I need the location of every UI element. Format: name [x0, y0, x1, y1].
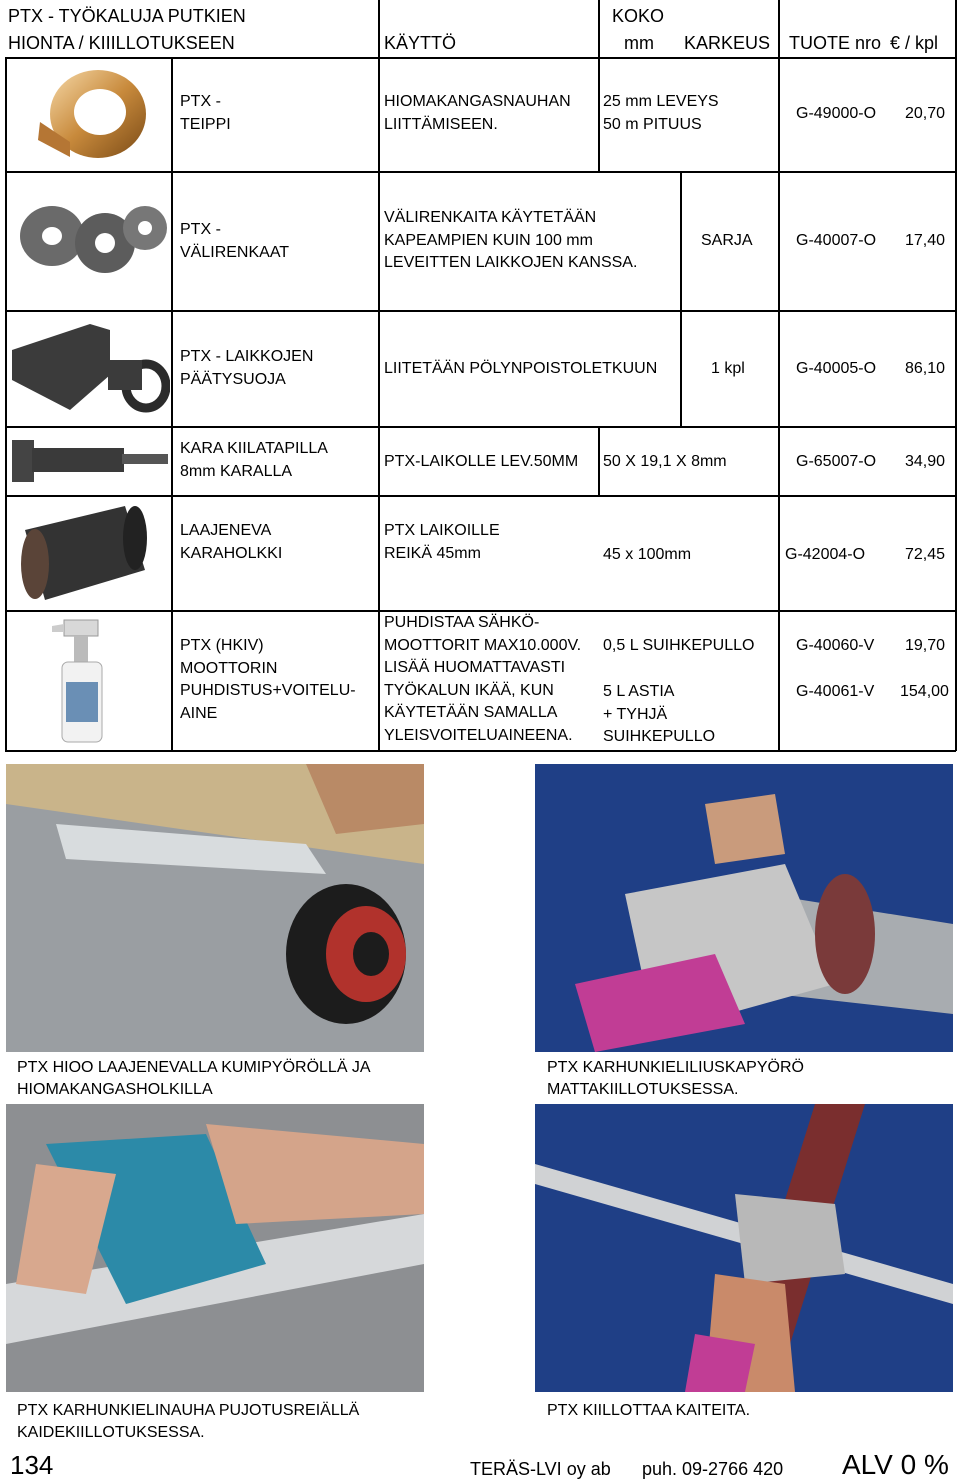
column-header-size-line1: KOKO [612, 6, 665, 26]
product-grit: SARJA [701, 232, 753, 249]
footer-phone: puh. 09-2766 420 [642, 1459, 784, 1479]
column-header-use: KÄYTTÖ [384, 33, 457, 53]
product-grit: 1 kpl [711, 360, 745, 377]
product-price: 86,10 [905, 360, 946, 377]
product-use: HIOMAKANGASNAUHAN LIITTÄMISEEN. [384, 93, 571, 133]
photo-caption-4: PTX KIILLOTTAA KAITEITA. [547, 1402, 751, 1419]
product-size: 50 X 19,1 X 8mm [603, 453, 727, 470]
photo-caption-2: PTX KARHUNKIELILIUSKAPYÖRÖ MATTAKIILLOTUKSESSA. [547, 1059, 804, 1098]
product-use: PTX LAIKOILLE REIKÄ 45mm [384, 522, 500, 562]
page-title-line1: PTX - TYÖKALUJA PUTKIEN [8, 6, 246, 26]
product-price-large: 154,00 [900, 683, 949, 700]
product-code: G-42004-O [785, 546, 866, 563]
spacer-rings-image [10, 188, 170, 292]
product-code: G-40007-O [796, 232, 877, 249]
product-code-large: G-40061-V [796, 683, 875, 700]
product-code: G-49000-O [796, 105, 877, 122]
product-size: 45 x 100mm [603, 546, 692, 563]
product-price-small: 19,70 [905, 637, 946, 654]
product-code: G-65007-O [796, 453, 877, 470]
page-title-line2: HIONTA / KIIILLOTUKSEEN [8, 33, 235, 53]
product-use: VÄLIRENKAITA KÄYTETÄÄN KAPEAMPIEN KUIN 100 mm LEVEITTEN LAIKKOJEN KANSSA. [384, 209, 638, 271]
expanding-sleeve-image [15, 500, 160, 606]
product-size-small: 0,5 L SUIHKEPULLO [603, 637, 755, 654]
photo-caption-1: PTX HIOO LAAJENEVALLA KUMIPYÖRÖLLÄ JA HIOMAKANGASHOLKILLA [17, 1059, 371, 1098]
column-header-product: TUOTE nro [789, 33, 882, 53]
product-code-small: G-40060-V [796, 637, 875, 654]
column-header-grit: KARKEUS [684, 33, 771, 53]
photo-grinder-pipe [535, 764, 953, 1052]
product-name: PTX (HKIV) MOOTTORIN PUHDISTUS+VOITELU- AINE [180, 637, 356, 722]
product-use: PUHDISTAA SÄHKÖ- MOOTTORIT MAX10.000V. LISÄÄ HUOMATTAVASTI TYÖKALUN IKÄÄ, KUN KÄYTETÄÄN SAMALLA YLEISVOITELUAINEENA. [384, 614, 582, 744]
product-name: LAAJENEVA KARAHOLKKI [180, 522, 283, 562]
product-price: 72,45 [905, 546, 946, 563]
product-name: KARA KIILATAPILLA 8mm KARALLA [180, 440, 328, 480]
product-price: 20,70 [905, 105, 946, 122]
product-size: 25 mm LEVEYS 50 m PITUUS [603, 93, 719, 133]
spindle-shaft-image [10, 436, 170, 486]
photo-caption-3: PTX KARHUNKIELINAUHA PUJOTUSREIÄLLÄ KAIDEKIILLOTUKSESSA. [17, 1402, 360, 1441]
product-size-large: 5 L ASTIA + TYHJÄ SUIHKEPULLO [603, 683, 716, 745]
product-price: 17,40 [905, 232, 946, 249]
product-price: 34,90 [905, 453, 946, 470]
column-header-size-line2: mm [624, 33, 654, 53]
column-header-price: € / kpl [890, 33, 939, 53]
footer-vat: ALV 0 % [842, 1449, 949, 1480]
disc-end-guard-image [10, 320, 170, 416]
spray-bottle-image [50, 618, 120, 744]
tape-roll-image [30, 62, 150, 166]
product-name: PTX - TEIPPI [180, 93, 231, 133]
photo-hand-pad-railing [6, 1104, 424, 1392]
product-name: PTX - VÄLIRENKAAT [180, 221, 290, 261]
footer-company: TERÄS-LVI oy ab [470, 1459, 611, 1479]
photo-polishing-rail [535, 1104, 953, 1392]
product-use: LIITETÄÄN PÖLYNPOISTOLETKUUN [384, 360, 658, 377]
product-use: PTX-LAIKOLLE LEV.50MM [384, 453, 579, 470]
product-name: PTX - LAIKKOJEN PÄÄTYSUOJA [180, 348, 314, 388]
page-number: 134 [10, 1450, 54, 1480]
product-code: G-40005-O [796, 360, 877, 377]
photo-grinding-sheet [6, 764, 424, 1052]
